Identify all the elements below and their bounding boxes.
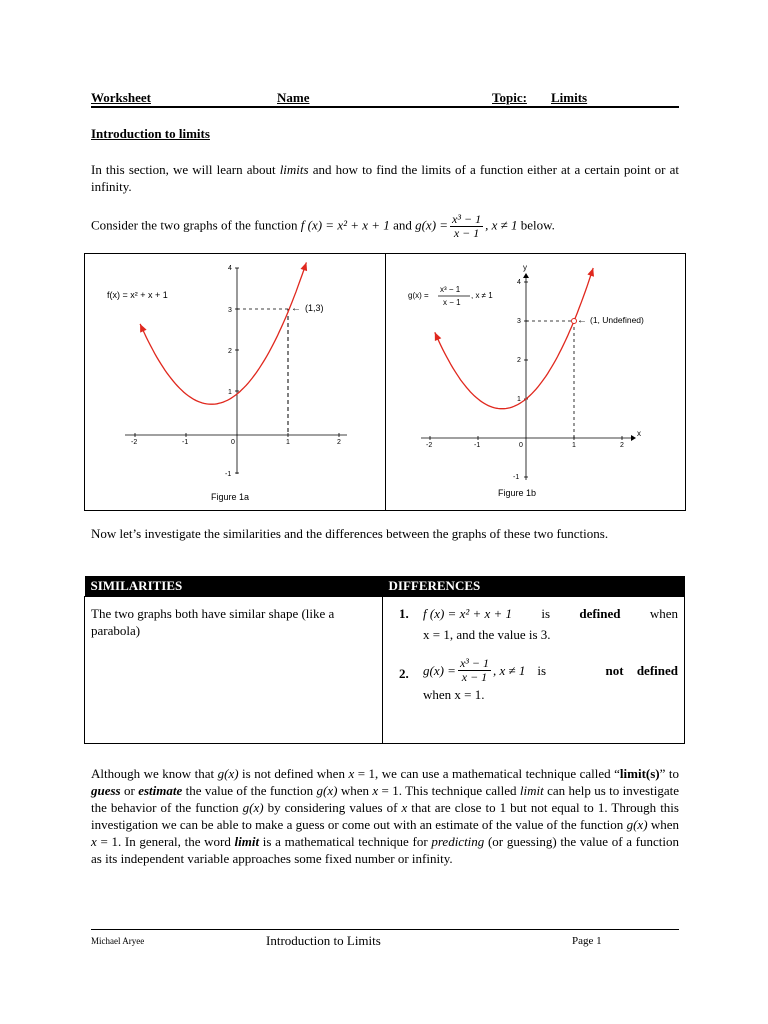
fig1b-arrow-glyph: ← bbox=[577, 315, 587, 326]
name-label: Name bbox=[277, 90, 310, 105]
diff1-line2: x = 1, and the value is 3. bbox=[423, 627, 551, 642]
fig1a-curve bbox=[140, 262, 306, 404]
fig1a-xtick-2: 2 bbox=[337, 439, 341, 446]
closing-text: that are close to 1 but not equal to 1. Through this investigation we can be able to make a guess or come out with an estimate of the value of the function bbox=[91, 800, 679, 832]
g-denominator: x − 1 bbox=[453, 226, 480, 240]
diff2-denominator: x − 1 bbox=[461, 670, 488, 684]
investigate-paragraph: Now let’s investigate the similarities and the differences between the graphs of these two functions. bbox=[91, 526, 609, 541]
fig1b-arrow-right bbox=[587, 268, 594, 277]
section-title: Introduction to limits bbox=[91, 126, 210, 141]
fig1b-x-arrow-icon bbox=[631, 435, 636, 441]
fig1a-function-label: f(x) = x² + x + 1 bbox=[107, 290, 168, 300]
diff1-expression: f (x) = x² + x + 1 bbox=[423, 606, 513, 621]
fig1b-xtick-n1: -1 bbox=[474, 442, 481, 449]
footer-page: Page 1 bbox=[572, 935, 602, 947]
closing-gx: g(x) bbox=[217, 766, 239, 781]
fig1b-xtick-1: 1 bbox=[572, 442, 576, 449]
fig1b-ytick-4: 4 bbox=[517, 279, 521, 286]
fig1b-xtick-2: 2 bbox=[620, 442, 624, 449]
closing-x: x bbox=[372, 783, 379, 798]
fig1b-ytick-3: 3 bbox=[517, 318, 521, 325]
fig1b-xtick-n2: -2 bbox=[426, 442, 433, 449]
closing-text: = 1. In general, the word bbox=[96, 834, 235, 849]
intro-paragraph bbox=[91, 161, 679, 195]
fig1a-arrow-right bbox=[301, 262, 308, 271]
closing-text: = 1, we can use a mathematical technique called “ bbox=[354, 766, 620, 781]
closing-guess: guess bbox=[91, 783, 121, 798]
closing-text: is a mathematical technique for bbox=[259, 834, 432, 849]
diff2-is: is bbox=[537, 663, 547, 678]
diff1-defined: defined bbox=[579, 606, 621, 621]
closing-limit-italic: limit bbox=[519, 783, 544, 798]
closing-gx: g(x) bbox=[242, 800, 264, 815]
fig1b-ytick-n1: -1 bbox=[513, 474, 520, 481]
difference-2 bbox=[389, 657, 678, 703]
fig1b-label-lhs: g(x) = bbox=[408, 291, 429, 300]
closing-gx: g(x) bbox=[626, 817, 648, 832]
diff1-number: 1. bbox=[399, 606, 409, 621]
closing-limit-bold-italic: limit bbox=[234, 834, 260, 849]
closing-x: x bbox=[91, 834, 97, 849]
footer-title: Introduction to Limits bbox=[266, 933, 381, 948]
fig1b-label-den: x − 1 bbox=[443, 298, 461, 307]
closing-text: ” to bbox=[659, 766, 679, 781]
differences-cell bbox=[383, 597, 685, 744]
fig1a-caption: Figure 1a bbox=[211, 492, 250, 502]
fig1a-xtick-0: 0 bbox=[231, 439, 235, 446]
closing-text: when bbox=[337, 783, 373, 798]
table-header-row bbox=[85, 576, 685, 597]
diff1-is: is bbox=[541, 606, 551, 621]
fig1b-hole-marker bbox=[572, 319, 577, 324]
footer-author: Michael Aryee bbox=[91, 936, 145, 946]
fig1b-y-axis-label: y bbox=[523, 263, 527, 272]
fig1a-ytick-3: 3 bbox=[228, 307, 232, 314]
closing-x: x bbox=[348, 766, 355, 781]
fig1b-ytick-1: 1 bbox=[517, 396, 521, 403]
consider-suffix: below. bbox=[520, 217, 555, 233]
difference-1 bbox=[389, 605, 678, 643]
fig1b-ytick-2: 2 bbox=[517, 357, 521, 364]
table-row bbox=[85, 597, 685, 744]
diff1-when: when bbox=[649, 606, 678, 621]
consider-line bbox=[91, 213, 679, 240]
fig1b-point-label: (1, Undefined) bbox=[590, 315, 644, 325]
closing-text: when bbox=[647, 817, 679, 832]
limits-explanation-paragraph bbox=[91, 765, 679, 867]
g-fraction bbox=[450, 213, 483, 240]
g-lhs: g(x) = bbox=[415, 217, 449, 233]
diff2-not-defined: not defined bbox=[605, 663, 678, 678]
figures-box bbox=[84, 253, 686, 511]
page-footer bbox=[91, 929, 679, 948]
closing-gx: g(x) bbox=[316, 783, 338, 798]
figure-1b-graph bbox=[386, 254, 686, 510]
closing-text: is not defined when bbox=[238, 766, 349, 781]
consider-prefix: Consider the two graphs of the function bbox=[91, 217, 298, 233]
differences-header: DIFFERENCES bbox=[383, 576, 685, 597]
fig1b-y-arrow-icon bbox=[523, 273, 529, 278]
worksheet-header bbox=[91, 90, 679, 108]
fig1b-caption: Figure 1b bbox=[498, 488, 537, 498]
worksheet-label: Worksheet bbox=[91, 90, 151, 105]
f-expression: f (x) = x² + x + 1 bbox=[300, 217, 390, 233]
closing-estimate: estimate bbox=[138, 783, 183, 798]
intro-text-1: In this section, we will learn about bbox=[91, 162, 280, 177]
diff2-condition: , x ≠ 1 bbox=[492, 663, 526, 678]
closing-text: = 1. This technique called bbox=[378, 783, 520, 798]
closing-predicting: predicting bbox=[431, 834, 485, 849]
fig1a-xtick-n1: -1 bbox=[182, 439, 189, 446]
topic-value: Limits bbox=[551, 90, 588, 105]
figure-1a-graph bbox=[85, 254, 385, 510]
fig1a-xtick-1: 1 bbox=[286, 439, 290, 446]
intro-text-2: and how to find the limits of a function either at a certain point or at infinity. bbox=[91, 162, 679, 194]
fig1a-point-label: (1,3) bbox=[305, 303, 324, 313]
topic-label: Topic: bbox=[492, 90, 527, 105]
similarity-cell: The two graphs both have similar shape (like a parabola) bbox=[85, 597, 383, 744]
fig1a-ytick-1: 1 bbox=[228, 389, 232, 396]
similarities-header: SIMILARITIES bbox=[85, 576, 383, 597]
fig1b-xtick-0: 0 bbox=[519, 442, 523, 449]
closing-text: can help us to investigate the behavior of the function bbox=[91, 783, 679, 815]
closing-text: the value of the function bbox=[182, 783, 317, 798]
fig1a-ytick-n1: -1 bbox=[225, 471, 232, 478]
diff2-lhs: g(x) = bbox=[423, 663, 456, 678]
fig1b-label-num: x³ − 1 bbox=[440, 285, 461, 294]
consider-and: and bbox=[393, 217, 412, 233]
fig1a-ytick-2: 2 bbox=[228, 348, 232, 355]
g-numerator: x³ − 1 bbox=[452, 212, 482, 226]
closing-text: Although we know that bbox=[91, 766, 218, 781]
g-condition: , x ≠ 1 bbox=[485, 217, 518, 233]
diff2-number: 2. bbox=[399, 666, 409, 681]
closing-text: or bbox=[120, 783, 139, 798]
diff2-fraction bbox=[458, 657, 491, 684]
closing-x: x bbox=[401, 800, 408, 815]
comparison-table bbox=[84, 576, 685, 744]
fig1a-xtick-n2: -2 bbox=[131, 439, 138, 446]
fig1a-ytick-4: 4 bbox=[228, 265, 232, 272]
fig1b-label-cond: , x ≠ 1 bbox=[471, 291, 493, 300]
diff2-line2: when x = 1. bbox=[423, 687, 485, 702]
closing-limits-bold: limit(s) bbox=[619, 766, 660, 781]
closing-text: by considering values of bbox=[263, 800, 402, 815]
diff2-numerator: x³ − 1 bbox=[459, 656, 489, 670]
intro-limits-word: limits bbox=[279, 162, 309, 177]
fig1a-arrow-glyph: ← bbox=[291, 303, 301, 314]
fig1b-x-axis-label: x bbox=[637, 429, 641, 438]
closing-text: (or guessing) the value of a function as its independent variable approaches some fixed number or infinity. bbox=[91, 834, 679, 866]
